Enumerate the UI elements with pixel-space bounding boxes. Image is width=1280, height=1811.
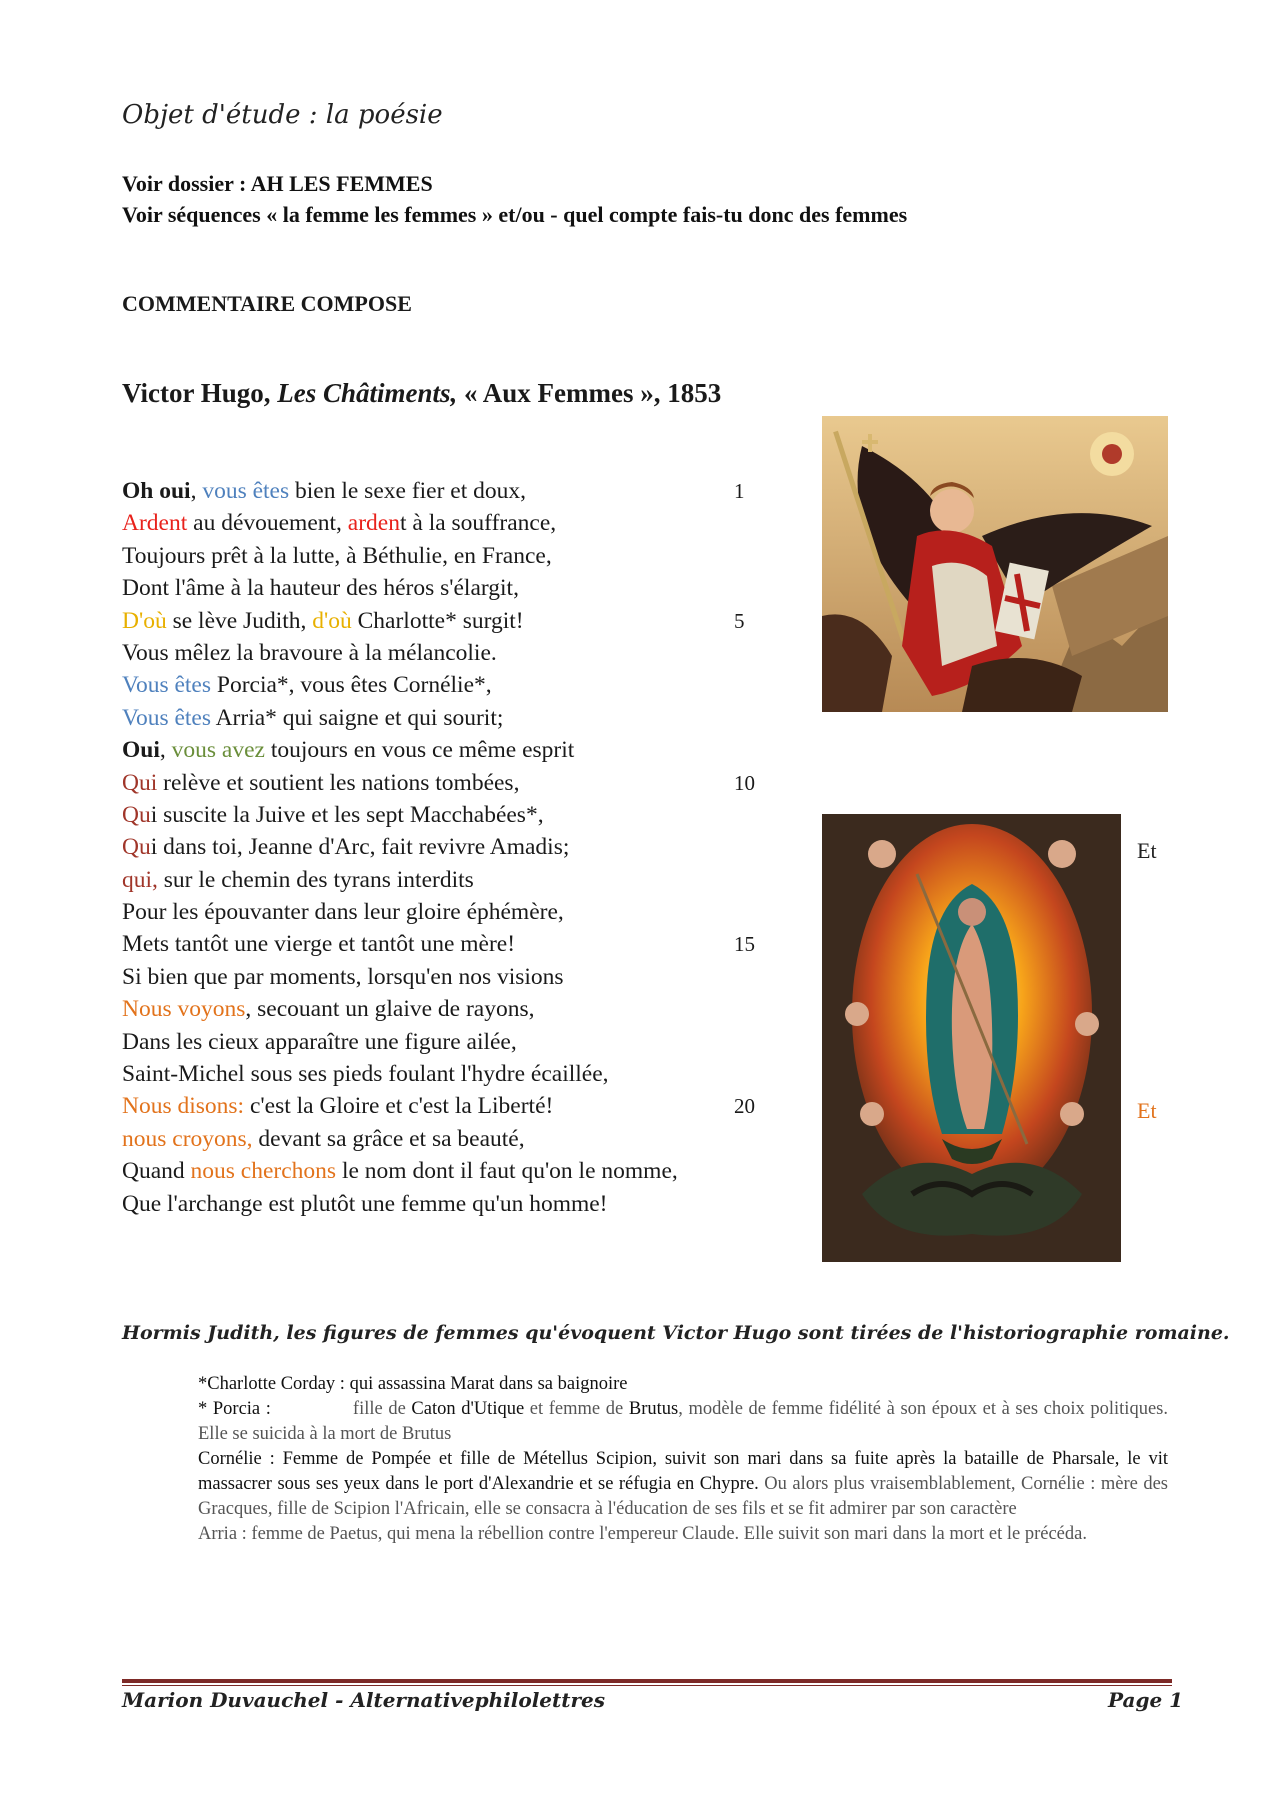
poem-line: Qui dans toi, Jeanne d'Arc, fait revivre Amadis;: [122, 834, 570, 861]
poem-text: [122, 475, 802, 1220]
dossier-line: Voir dossier : AH LES FEMMES: [122, 171, 433, 196]
vierge-image: [822, 814, 1121, 1262]
poem-line: Dont l'âme à la hauteur des héros s'élargit,: [122, 575, 519, 602]
section-title: COMMENTAIRE COMPOSE: [122, 291, 412, 316]
poem-line: Saint-Michel sous ses pieds foulant l'hydre écaillée,: [122, 1061, 609, 1088]
poem-line: Pour les épouvanter dans leur gloire éphémère,: [122, 899, 564, 926]
note-porcia: * Porcia : fille de Caton d'Utique et femme de Brutus, modèle de femme fidélité à son époux et à ses choix politiques. Elle se suicida à la mort de Brutus: [198, 1399, 1168, 1444]
footnotes: [198, 1372, 1168, 1547]
line-number: 10: [734, 770, 755, 795]
page-number: Page 1: [1108, 1688, 1184, 1712]
poem-line: Quand nous cherchons le nom dont il faut qu'on le nomme,: [122, 1158, 678, 1185]
title-work: Les Châtiments,: [277, 378, 458, 408]
poem-line: Ardent au dévouement, ardent à la souffrance,: [122, 510, 557, 537]
sequences-line: Voir séquences « la femme les femmes » et/ou - quel compte fais-tu donc des femmes: [122, 202, 908, 227]
line-number: 15: [734, 932, 755, 957]
poem-line: Vous êtes Porcia*, vous êtes Cornélie*,: [122, 672, 492, 699]
poem-title: [122, 378, 721, 409]
poem-line: Nous disons: c'est la Gloire et c'est la Liberté! 20: [122, 1090, 802, 1122]
poem-line: Nous voyons, secouant un glaive de rayons,: [122, 996, 535, 1023]
poem-line: Toujours prêt à la lutte, à Béthulie, en France,: [122, 542, 552, 569]
poem-line: Vous mêlez la bravoure à la mélancolie.: [122, 639, 497, 666]
note-porcia-label: * Porcia :: [198, 1399, 271, 1419]
line-number: 1: [734, 479, 745, 503]
line-number: 20: [734, 1094, 755, 1119]
vierge-painting: [822, 814, 1121, 1262]
poem-line: qui, sur le chemin des tyrans interdits: [122, 866, 474, 893]
poem-line: Oui, vous avez toujours en vous ce même esprit: [122, 737, 575, 764]
line-number: 5: [734, 608, 745, 633]
page-heading: Objet d'étude : la poésie: [122, 100, 443, 130]
note-arria: Arria : femme de Paetus, qui mena la rébellion contre l'empereur Claude. Elle suivit son mari dans la mort et le précéda.: [198, 1524, 1087, 1544]
poem-line: Qui relève et soutient les nations tombées, 10: [122, 767, 802, 799]
notes-intro: Hormis Judith, les figures de femmes qu'évoquent Victor Hugo sont tirées de l'historiographie romaine.: [122, 1322, 1230, 1344]
poem-line: nous croyons, devant sa grâce et sa beauté,: [122, 1125, 525, 1152]
poem-line: Vous êtes Arria* qui saigne et qui sourit;: [122, 704, 504, 731]
poem-line: Qui suscite la Juive et les sept Macchabées*,: [122, 801, 544, 828]
poem-line: Dans les cieux apparaître une figure ailée,: [122, 1028, 517, 1055]
poem-line: Que l'archange est plutôt une femme qu'un homme!: [122, 1190, 608, 1217]
note-cornelie: Cornélie : Femme de Pompée et fille de Métellus Scipion, suivit son mari dans sa fuite après la bataille de Pharsale, le vit massacrer sous ses yeux dans le port d'Alexandrie et se réfugia en Chypre. Ou alors plus vraisemblablement, Cornélie : mère des Gracques, fille de Scipion l'Africain, elle se consacra à l'éducation de ses fils et se fit admirer par son caractère: [198, 1449, 1168, 1519]
poem-line: Si bien que par moments, lorsqu'en nos visions: [122, 963, 564, 990]
saint-michel-painting: [822, 416, 1168, 712]
poem-line: D'où se lève Judith, d'où Charlotte* surgit! 5: [122, 605, 802, 637]
poem-line: Mets tantôt une vierge et tantôt une mère! 15: [122, 928, 802, 960]
note-charlotte: *Charlotte Corday : qui assassina Marat dans sa baignoire: [198, 1374, 628, 1394]
footer-author: Marion Duvauchel - Alternativephilolettres: [122, 1688, 606, 1712]
title-author: Victor Hugo,: [122, 378, 278, 408]
side-word-et-orange: Et: [1137, 1098, 1157, 1123]
side-word-et: Et: [1137, 838, 1157, 863]
title-poem: « Aux Femmes », 1853: [457, 378, 722, 408]
saint-michel-image: [822, 416, 1168, 712]
poem-line: Oh oui, vous êtes bien le sexe fier et doux, 1: [122, 475, 802, 507]
footer-rule: [122, 1679, 1172, 1686]
